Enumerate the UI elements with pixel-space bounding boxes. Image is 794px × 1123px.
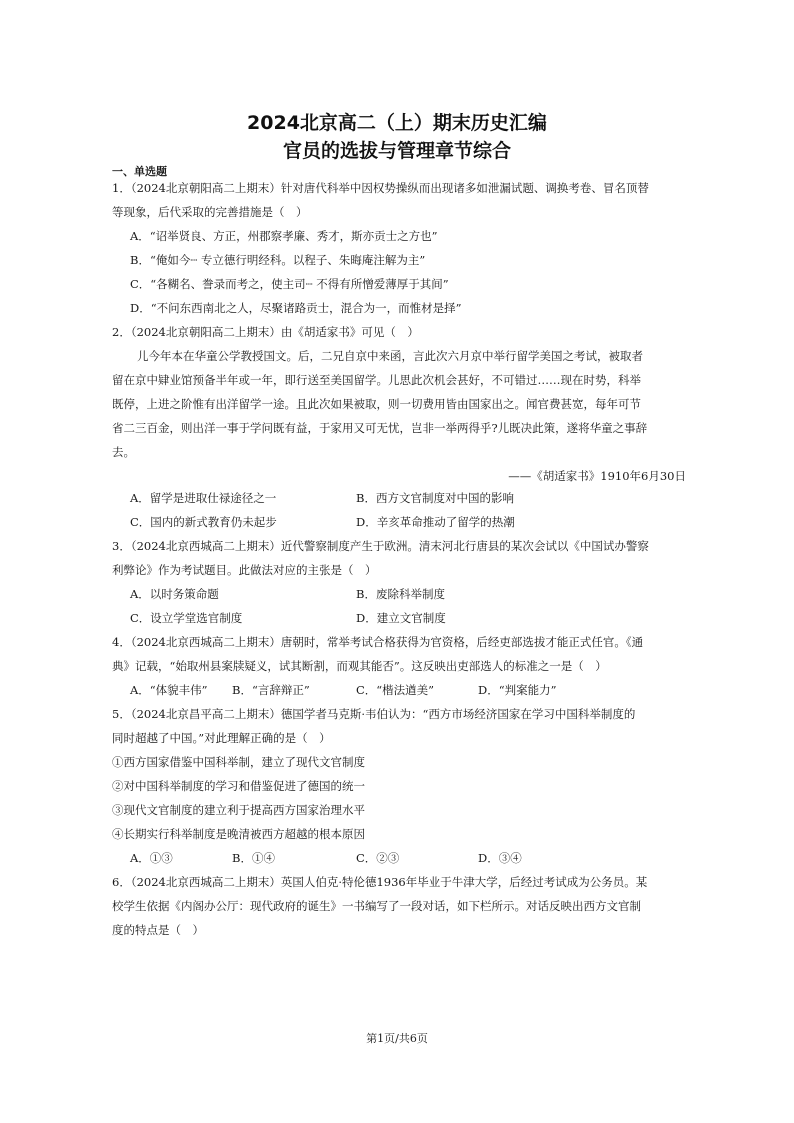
question-5-option-b: B．①④ [232, 851, 275, 865]
question-1-option-d: D．“不问东西南北之人，尽聚诸路贡士，混合为一，而惟材是择” [130, 301, 462, 315]
question-3-option-a: A．以时务策命题 [130, 587, 219, 601]
question-1-stem-line-1: 1．（2024北京朝阳高二上期末）针对唐代科举中因权势操纵而出现诸多如泄漏试题、调换考卷、冒名顶替 [112, 181, 649, 195]
question-1-option-c: C．“各糊名、誊录而考之，使主司┈ 不得有所憎爱薄厚于其间” [130, 277, 449, 291]
question-3-options-row-2 [130, 610, 446, 626]
question-1-stem-line-2: 等现象，后代采取的完善措施是（ ） [112, 205, 308, 219]
question-2-options-row-1 [130, 490, 514, 506]
question-5-item-4: ④长期实行科举制度是晚清被西方超越的根本原因 [112, 827, 365, 841]
question-6-stem-line-1: 6．（2024北京西城高二上期末）英国人伯克·特伦德1936年毕业于牛津大学，后经过考试成为公务员。某 [112, 875, 648, 889]
question-5-stem-line-1: 5．（2024北京昌平高二上期末）德国学者马克斯·韦伯认为：“西方市场经济国家在学习中国科举制度的 [112, 707, 636, 721]
question-3-stem-line-1: 3．（2024北京西城高二上期末）近代警察制度产生于欧洲。清末河北行唐县的某次会试以《中国试办警察 [112, 539, 649, 553]
question-1-option-b: B．“俺如今┈ 专立德行明经科。以程子、朱晦庵注解为主” [130, 253, 426, 267]
question-2-source: ——《胡适家书》1910年6月30日 [508, 469, 686, 483]
question-2-option-c: C．国内的新式教育仍未起步 [130, 515, 277, 529]
question-2-option-b: B．西方文官制度对中国的影响 [356, 491, 514, 505]
question-3-stem-line-2: 利弊论》作为考试题目。此做法对应的主张是（ ） [112, 563, 377, 577]
question-2-passage-line-5: 去。 [112, 445, 135, 459]
question-2-option-a: A．留学是进取仕禄途径之一 [130, 491, 277, 505]
question-2-passage-line-3: 既停，上进之阶惟有出洋留学一途。且此次如果被取，则一切费用皆由国家出之。闻官费甚宽，每年可节 [112, 397, 641, 411]
document-title: 2024北京高二（上）期末历史汇编 [247, 112, 547, 134]
question-3-option-d: D．建立文官制度 [356, 611, 446, 625]
question-4-option-a: A．“体貌丰伟” [130, 683, 208, 697]
question-5-options-row [130, 850, 522, 866]
section-label: 一、单选题 [112, 165, 167, 178]
question-3-options-row-1 [130, 586, 445, 602]
question-4-stem-line-2: 典》记载，“始取州县案牍疑义，试其断割，而观其能否”。这反映出吏部选人的标准之一是（ ） [112, 659, 607, 673]
page-footer: 第1页/共6页 [366, 1032, 428, 1045]
document-subtitle: 官员的选拔与管理章节综合 [282, 140, 511, 162]
question-5-option-d: D．③④ [478, 851, 522, 865]
question-5-item-2: ②对中国科举制度的学习和借鉴促进了德国的统一 [112, 779, 365, 793]
question-3-option-b: B．废除科举制度 [356, 587, 445, 601]
question-4-options-row [130, 682, 556, 698]
question-1-option-a: A．“诏举贤良、方正，州郡察孝廉、秀才，斯亦贡士之方也” [130, 229, 438, 243]
question-2-options-row-2 [130, 514, 515, 530]
question-5-option-a: A．①③ [130, 851, 173, 865]
question-4-stem-line-1: 4．（2024北京西城高二上期末）唐朝时，常举考试合格获得为官资格，后经吏部选拔才能正式任官。《通 [112, 635, 644, 649]
question-4-option-c: C．“楷法遒美” [356, 683, 435, 697]
question-2-option-d: D．辛亥革命推动了留学的热潮 [356, 515, 515, 529]
question-2-passage-line-2: 留在京中肄业馆预备半年或一年，即行送至美国留学。儿思此次机会甚好，不可错过……现在时势，科举 [112, 373, 641, 387]
question-4-option-b: B．“言辞辩正” [232, 683, 310, 697]
question-2-stem: 2．（2024北京朝阳高二上期末）由《胡适家书》可见（ ） [112, 325, 419, 339]
question-3-option-c: C．设立学堂选官制度 [130, 611, 243, 625]
question-5-item-1: ①西方国家借鉴中国科举制，建立了现代文官制度 [112, 755, 365, 769]
question-6-stem-line-2: 校学生依据《内阁办公厅：现代政府的诞生》一书编写了一段对话，如下栏所示。对话反映出西方文官制 [112, 899, 641, 913]
question-2-passage-line-1: 儿今年本在华童公学教授国文。后，二兄自京中来函，言此次六月京中举行留学美国之考试，被取者 [137, 349, 643, 363]
question-5-item-3: ③现代文官制度的建立利于提高西方国家治理水平 [112, 803, 365, 817]
question-2-passage-line-4: 省二三百金，则出洋一事于学问既有益，于家用又可无忧，岂非一举两得乎?儿既决此策，遂将华童之事辞 [112, 421, 648, 435]
question-5-stem-line-2: 同时超越了中国。”对此理解正确的是（ ） [112, 731, 331, 745]
question-5-option-c: C．②③ [356, 851, 400, 865]
question-6-stem-line-3: 度的特点是（ ） [112, 923, 204, 937]
question-4-option-d: D．“判案能力” [478, 683, 557, 697]
